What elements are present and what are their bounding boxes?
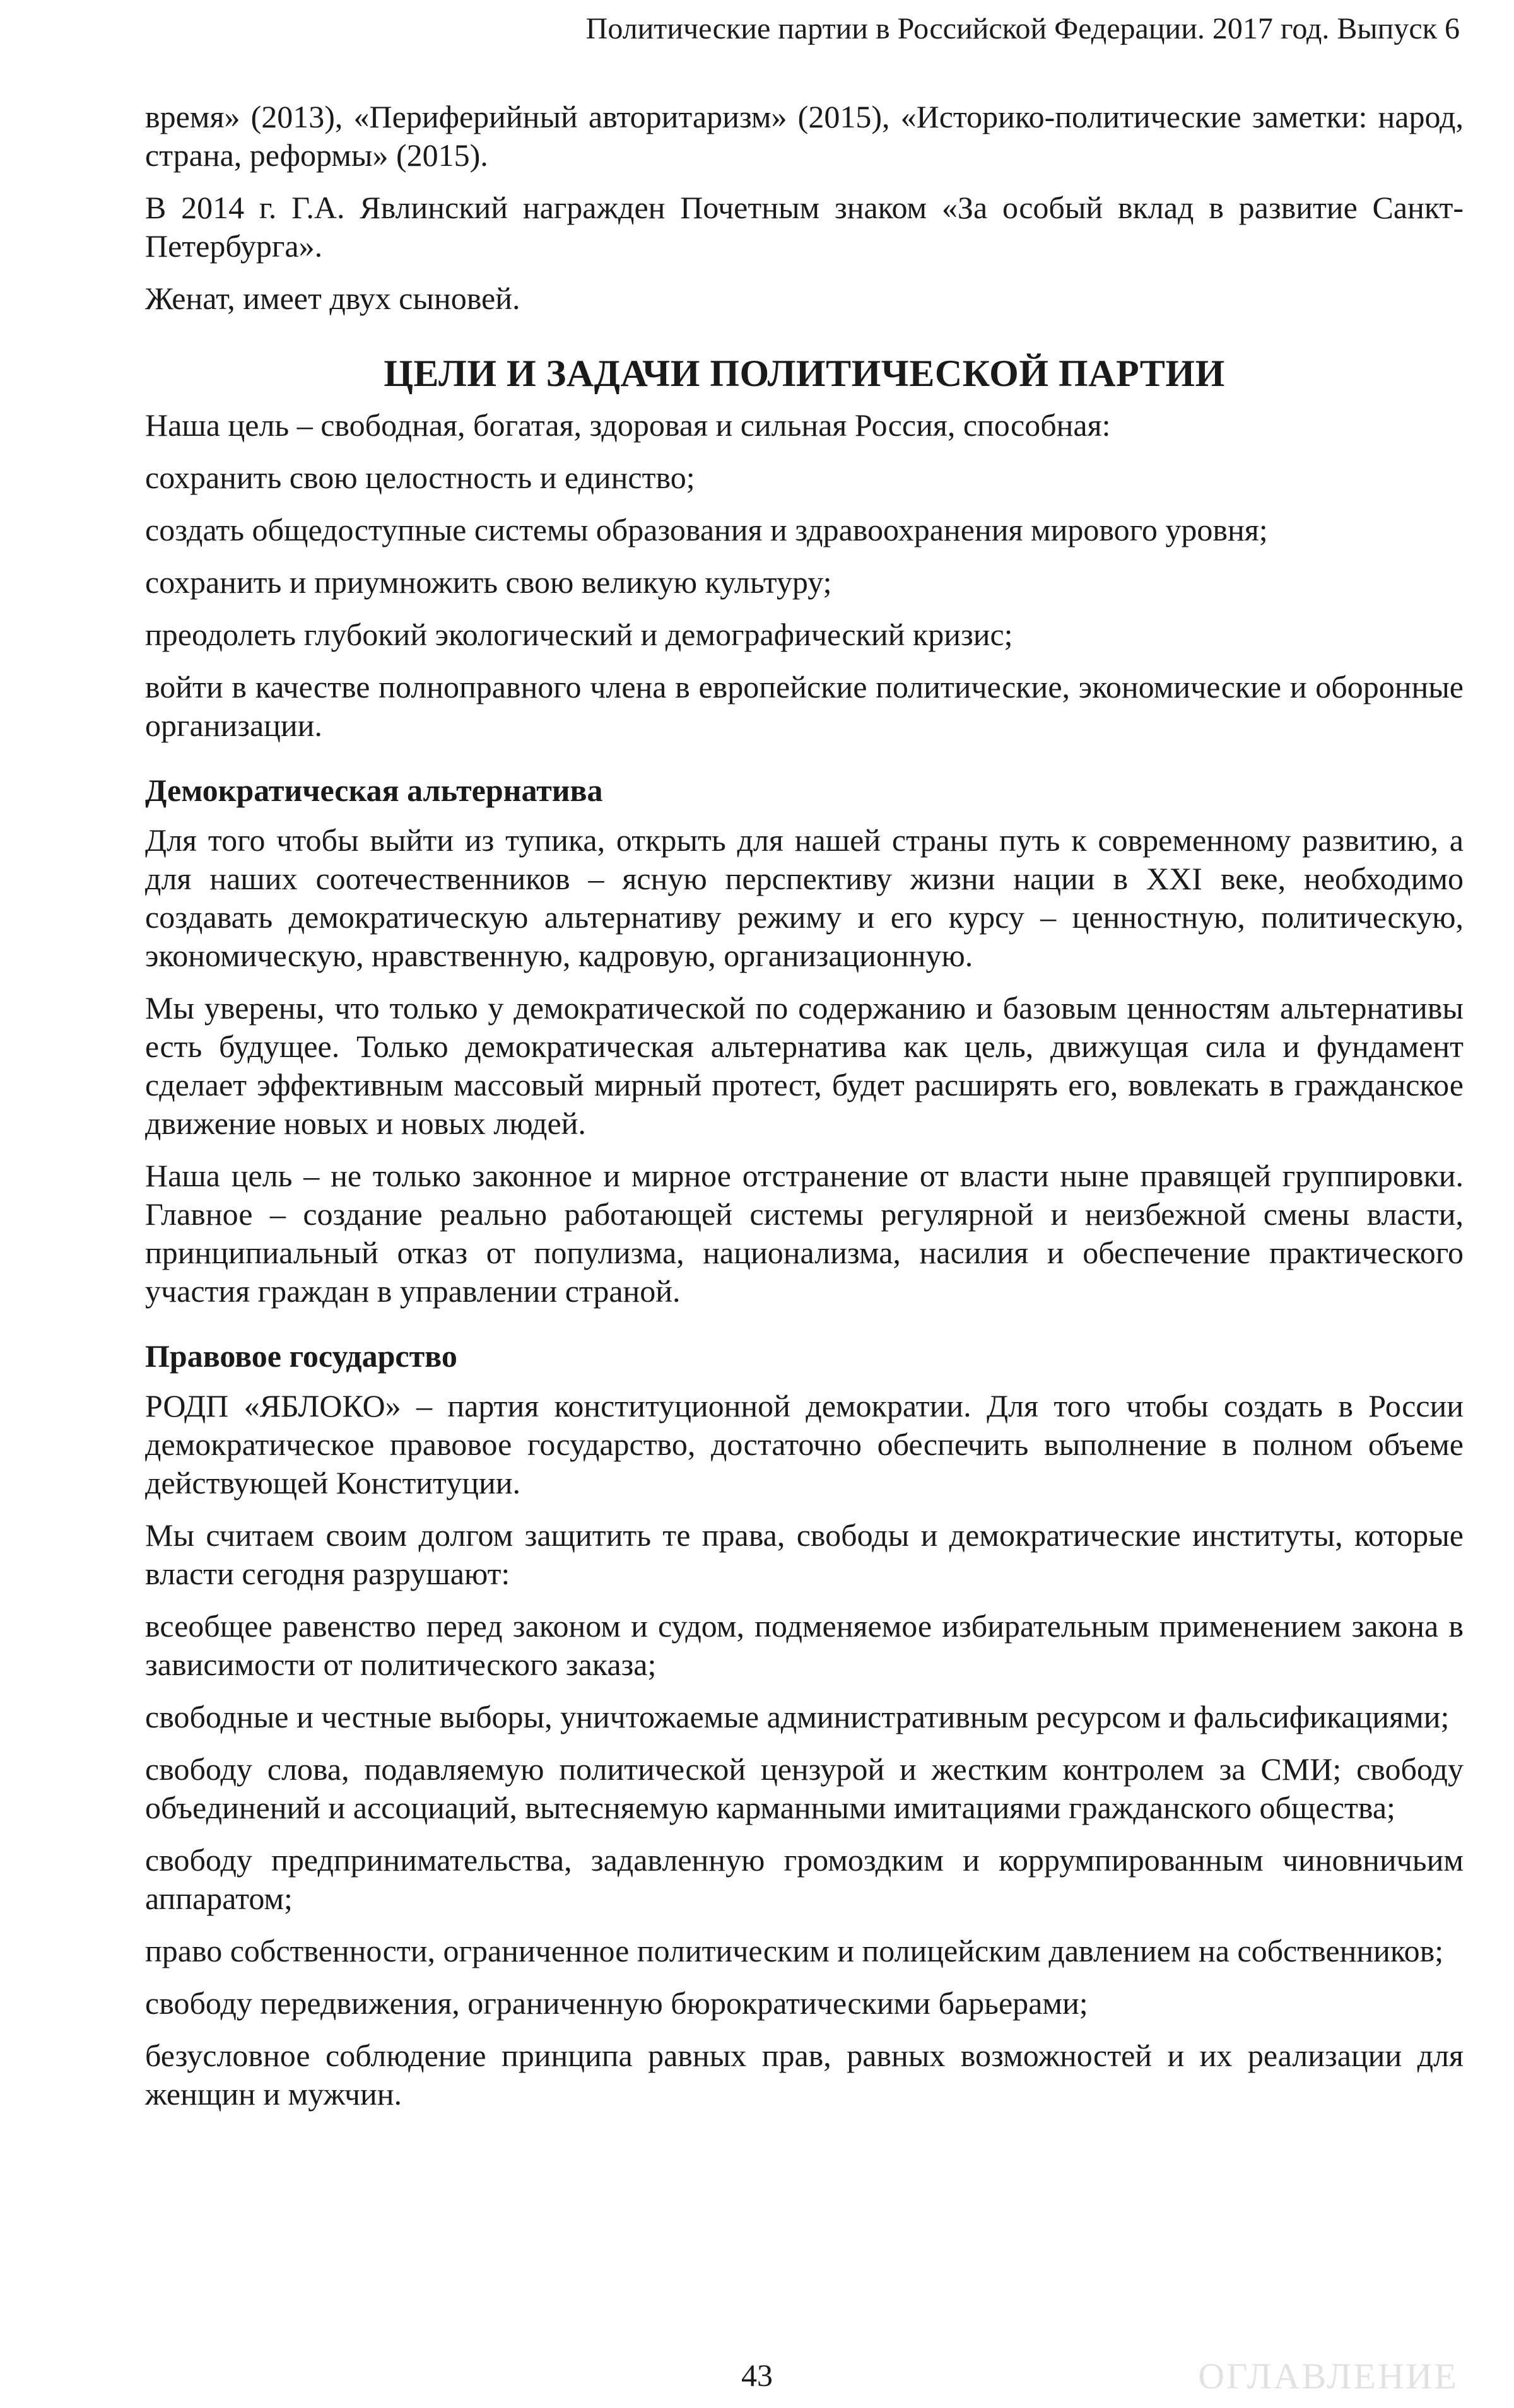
rights-item: свободные и честные выборы, уничтожаемые административным ресурсом и фальсификациями; [145,1699,1450,1734]
rights-item: свободу слова, подавляемую политической цензурой и жестким контролем за СМИ; свободу объединений и ассоциаций, вытесняемую карманными имитациями гражданского общества; [145,1751,1464,1825]
section-title: ЦЕЛИ И ЗАДАЧИ ПОЛИТИЧЕСКОЙ ПАРТИИ [384,353,1225,394]
rights-item: свободу передвижения, ограниченную бюрократическими барьерами; [145,1985,1088,2021]
section-paragraph: Наша цель – свободная, богатая, здоровая и сильная Россия, способная: [145,407,1111,443]
intro-paragraph: время» (2013), «Периферийный авторитаризм» (2015), «Историко-политические заметки: народ, страна, реформы» (2015). [145,99,1464,173]
intro-paragraph: В 2014 г. Г.А. Явлинский награжден Почетным знаком «За особый вклад в развитие Санкт-Петербурга». [145,190,1464,264]
page-body [145,98,1464,2127]
running-header: Политические партии в Российской Федерации. 2017 год. Выпуск 6 [585,12,1460,45]
page-number: 43 [741,2358,773,2393]
contents-link[interactable]: ОГЛАВЛЕНИЕ [1198,2356,1458,2397]
goal-item: сохранить свою целостность и единство; [145,460,695,495]
subsection-paragraph: Для того чтобы выйти из тупика, открыть для нашей страны путь к современному развитию, а для наших соотечественников – ясную перспективу жизни нации в XXI веке, необходимо создавать демократическую альтернативу режиму и его курсу – ценностную, политическую, экономическую, нравственную, кадровую, организационную. [145,822,1464,973]
goal-item: создать общедоступные системы образования и здравоохранения мирового уровня; [145,512,1268,547]
goal-item: войти в качестве полноправного члена в европейские политические, экономические и оборонные организации. [145,669,1464,743]
goal-item: сохранить и приумножить свою великую культуру; [145,564,832,600]
rights-item: право собственности, ограниченное политическим и полицейским давлением на собственников; [145,1933,1444,1968]
intro-paragraph: Женат, имеет двух сыновей. [145,281,520,316]
subsection-paragraph: Мы считаем своим долгом защитить те права, свободы и демократические институты, которые власти сегодня разрушают: [145,1517,1464,1591]
subsection-paragraph: Наша цель – не только законное и мирное отстранение от власти ныне правящей группировки. Главное – создание реально работающей системы регулярной и неизбежной смены власти, принципиальный отказ от популизма, национализма, насилия и обеспечение практического участия граждан в управлении страной. [145,1158,1464,1309]
rights-item: всеобщее равенство перед законом и судом, подменяемое избирательным применением закона в зависимости от политического заказа; [145,1608,1464,1682]
rights-item: свободу предпринимательства, задавленную громоздким и коррумпированным чиновничьим аппаратом; [145,1842,1464,1916]
subsection-title-rule-of-law: Правовое государство [145,1338,457,1374]
rights-item: безусловное соблюдение принципа равных прав, равных возможностей и их реализации для женщин и мужчин. [145,2038,1464,2112]
subsection-title-democratic-alternative: Демократическая альтернатива [145,773,603,808]
subsection-paragraph: РОДП «ЯБЛОКО» – партия конституционной демократии. Для того чтобы создать в России демократическое правовое государство, достаточно обеспечить выполнение в полном объеме действующей Конституции. [145,1388,1464,1500]
goal-item: преодолеть глубокий экологический и демографический кризис; [145,617,1013,652]
subsection-paragraph: Мы уверены, что только у демократической по содержанию и базовым ценностям альтернативы есть будущее. Только демократическая альтернатива как цель, движущая сила и фундамент сделает эффективным массовый мирный протест, будет расширять его, вовлекать в гражданское движение новых и новых людей. [145,990,1464,1141]
